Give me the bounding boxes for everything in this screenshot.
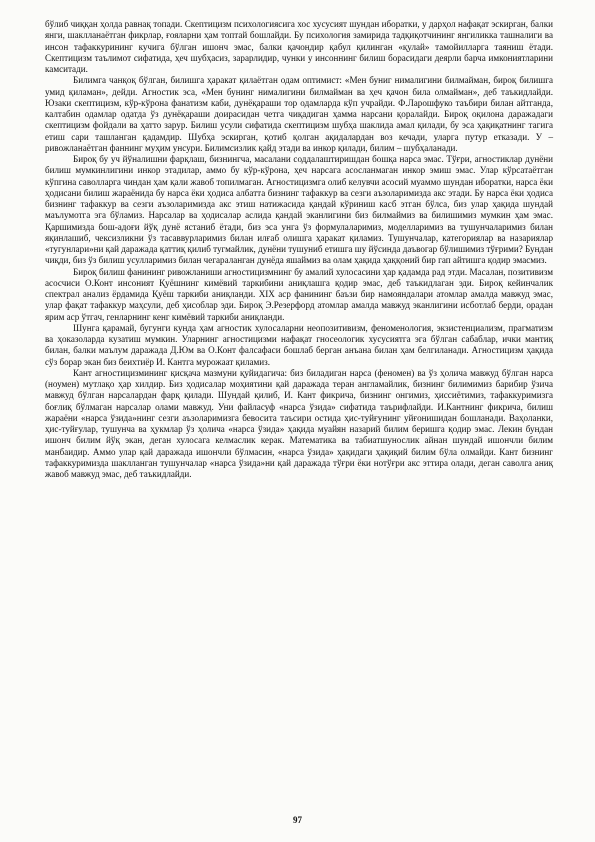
paragraph-5: Шунга қарамай, бугунги кунда ҳам агностик хулосаларни неопозитивизм, феноменология, экзистенциализм, прагматизм ва ҳоказоларда кузатиш мумкин. Уларнинг агностицизми нафақат гносеологик хусусиятга эга бўлган сабаблар, ички мантиқ билан, балки маълум даражада Д.Юм ва О.Конт фалсафаси бошлаб берган анъана билан ҳам белгиланади. Агностицизм ҳақида сўз борар экан биз беихтиёр И. Кантга мурожаат қиламиз. xyxy=(45,322,553,367)
page-body xyxy=(45,19,553,480)
page-number: 97 xyxy=(293,815,302,825)
paragraph-4: Бироқ билиш фанининг ривожланиши агностицизмнинг бу амалий хулосасини ҳар қадамда рад этди. Масалан, позитивизм асосчиси О.Конт инсоният Қуёшнинг кимёвий таркибини аниқлашга қодир эмас, деб таъкидлаган эди. Бироқ кейинчалик спектрал анализ ёрдамида Қуёш таркиби аниқланди. XIX аср фанининг баъзи бир намояндалари атомлар амалда мавжуд эмас, улар фақат тафаккур маҳсули, деб ҳисоблар эди. Бироқ Э.Резерфорд атомлар амалда мавжуд эканлигини исботлаб берди, орадан ярим аср ўтгач, генларнинг кенг кимёвий таркиби аниқланди. xyxy=(45,266,553,322)
paragraph-2: Билимга чанқоқ бўлган, билишга ҳаракат қилаётган одам оптимист: «Мен буниг нималигини билмайман, бироқ билишга умид қиламан», дейди. Агностик эса, «Мен бунинг нималигини билмайман ва ҳеч қачон била олмайман», деб таъкидлайди. Юзаки скептицизм, кўр-кўрона фанатизм каби, дунёқараши тор одамларда кўп учрайди. Ф.Ларошфуко таъбири билан айтганда, калтабин одамлар одатда ўз дунёқараши доирасидан четга чиқадиган ҳамма нарсани қоралайди. Бироқ оқилона даражадаги скептицизм фойдали ва ҳатто зарур. Билиш усули сифатида скептицизм шубҳа шаклида амал қилади, бу эса ҳақиқатнинг тагига етиш сари ташланган қадамдир. Шубҳа эскирган, қотиб қолган ақидалардан воз кечади, уларга путур етказади. У – ривожланаётган фаннинг муҳим унсури. Билимсизлик қайд этади ва инкор қилади, билим – шубҳаланади. xyxy=(45,75,553,153)
paragraph-6: Кант агностицизмининг қисқача мазмуни қуйидагича: биз биладиган нарса (феномен) ва ўз ҳолича мавжуд бўлган нарса (ноумен) мутлақо ҳар хилдир. Биз ҳодисалар моҳиятини қай даражада теран англамайлик, бизнинг билимимиз барибир ўзича мавжуд бўлган нарсалардан фарқ қилади. Шундай қилиб, И. Кант фикрича, бизнинг онгимиз, ҳиссиётимиз, тафаккуримизга боғлиқ бўлмаган нарсалар олами мавжуд. Уни файласуф «нарса ўзида» сифатида таърифлайди. И.Кантнинг фикрича, билиш жараёни «нарса ўзида»нинг сезги аъзоларимизга бевосита таъсири остида ҳис-туйғунинг уйғонишидан бошланади. Ваҳоланки, ҳис-туйғулар, тушунча ва ҳукмлар ўз ҳолича «нарса ўзида» ҳақида муайян назарий билим беришга қодир эмас. Лекин бундан ишонч билим йўқ экан, деган хулосага келмаслик керак. Математика ва табиатшунослик айнан шундай ишончли билим манбаидир. Аммо улар қай даражада ишончли бўлмасин, «нарса ўзида» ҳақидаги ҳақиқий билим бўла олмайди. Кант бизнинг тафаккуримизда шаклланган тушунчалар «нарса ўзида»ни қай даражада тўғри ёки нотўғри акс эттира олади, деган саволга аниқ жавоб мавжуд эмас, деб таъкидлайди. xyxy=(45,367,553,479)
paragraph-1: бўлиб чиққан ҳолда равнақ топади. Скептицизм психологиясига хос хусусият шундан иборатки, у дарҳол нафақат эскирган, балки янги, шаклланаётган фикрлар, ғояларни ҳам топтай бошлайди. Бу психология замирида тадқиқотчининг янгиликка ташналиги ва инсон тафаккурининг кучига бўлган ишонч эмас, балки қачондир қабул қилинган «қулай» тамойилларга таяниш ётади. Скептицизм таълимот сифатида, ҳеч шубҳасиз, зарарлидир, чунки у инсоннинг билиш борасидаги деярли барча имкониятларини камситади. xyxy=(45,19,553,74)
paragraph-3: Бироқ бу уч йўналишни фарқлаш, бизнингча, масалани соддалаштиришдан бошқа нарса эмас. Тўғри, агностиклар дунёни билиш мумкинлигини инкор этадилар, аммо бу кўр-кўрона, ҳеч нарсага асосланмаган инкор эмиш эмас. Улар кўрсатаётган кўпгина саволларга чиндан ҳам қали жавоб топилмаган. Агностицизмга олиб келувчи асосий муаммо шундан иборатки, нарса ёки ҳодисани билиш жараёнида бу нарса ёки ҳодиса албатта бизнинг тафаккур ва сезги аъзоларимизда акс этади. Бу нарса ёки ҳодиса бизнинг тафаккур ва сезги аъзоларимизда акс этиш натижасида қандай кўриниш касб этган бўлса, биз улар ҳақида шундай маълумотга эга бўламиз. Нарсалар ва ҳодисалар аслида қандай эканлигини биз билмаймиз ва билишимиз мумкин ҳам эмас. Қаршимизда бош-адоғи йўқ дунё ястаниб ётади, биз эса унга ўз формулаларимиз, моделларимиз ва тушунчаларимиз билан яқинлашиб, чексизликни ўз тасаввурларимиз билан илғаб олишга ҳаракат қиламиз. Тушунчалар, категориялар ва назариялар «тугунлари»ни қай даражада қаттиқ қилиб тугмайлик, дунёни тушуниб етишга шу йўсинда даъвогар бўлишимиз тўғрими? Бундан чиқди, биз ўз билиш усулларимиз билан чегараланган дунёда яшаймиз ва олам ҳақида ҳаққоний бир гап айтишга қодир эмасмиз. xyxy=(45,154,553,266)
